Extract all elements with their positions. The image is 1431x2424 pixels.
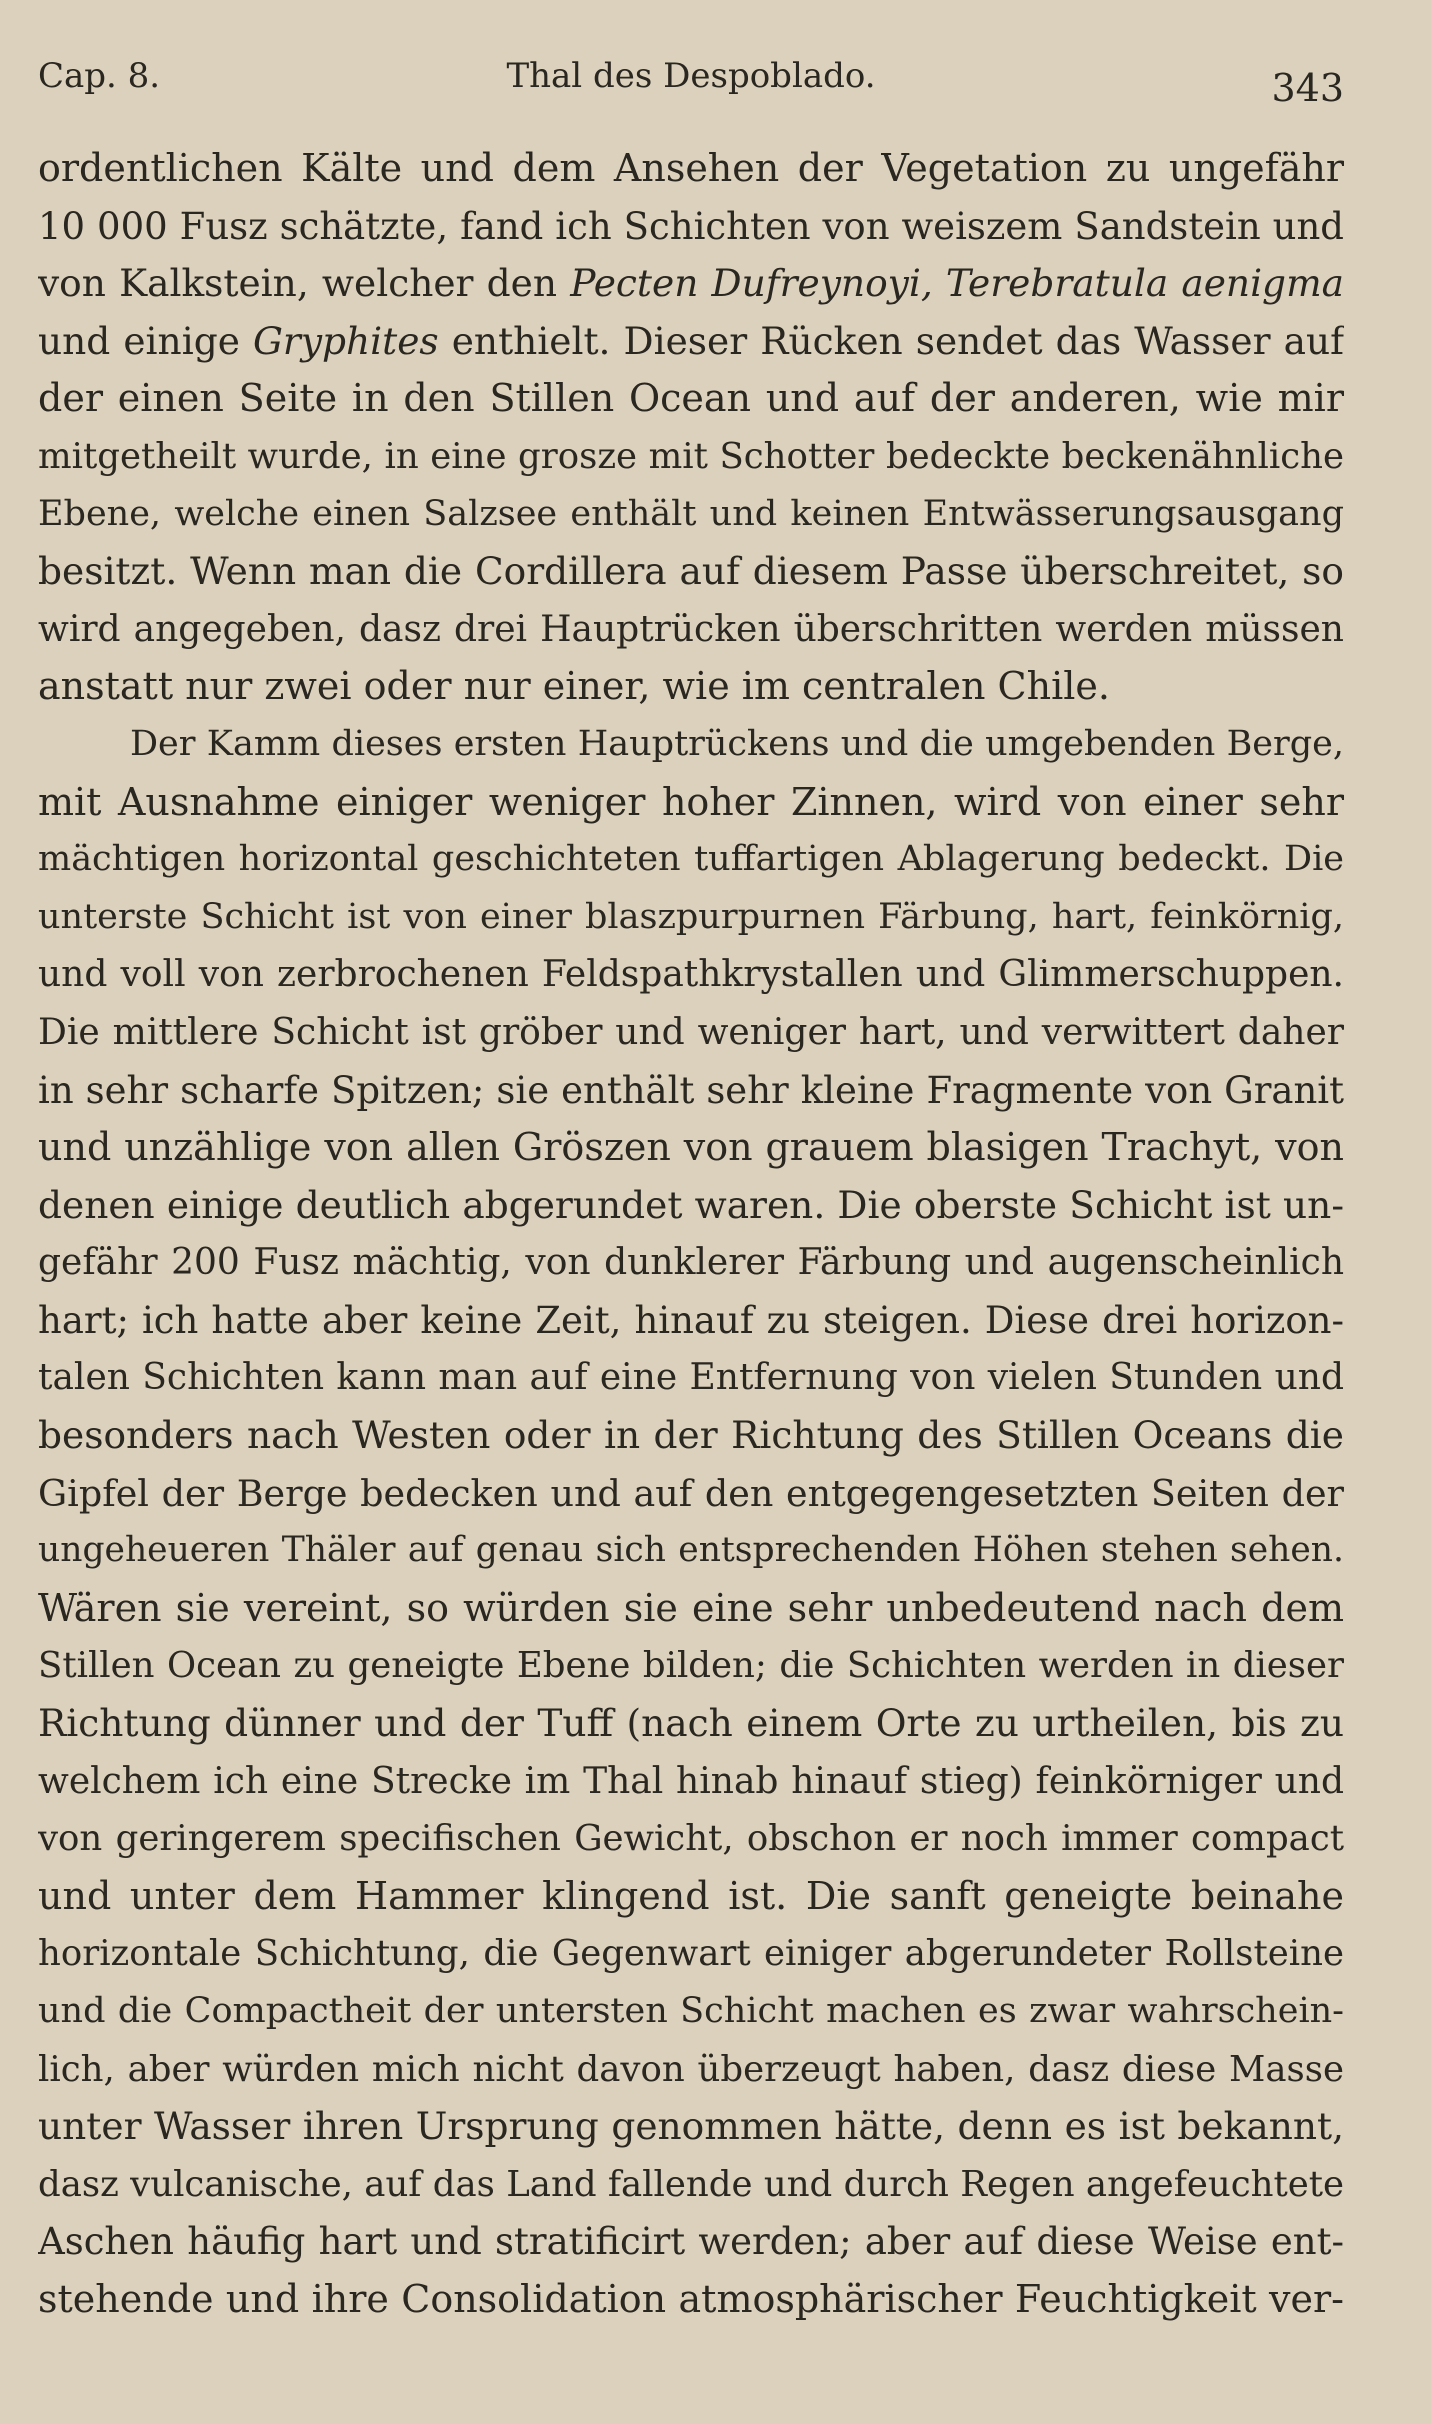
text-span: enthielt. Dieser Rücken sendet das Wasser auf	[438, 318, 1344, 363]
text-line: von geringerem specifischen Gewicht, obschon er noch immer compact	[38, 1818, 1344, 1860]
text-line: Stillen Ocean zu geneigte Ebene bilden; die Schichten werden in dieser	[38, 1645, 1344, 1687]
text-line: und voll von zerbrochenen Feldspathkrystallen und Glimmerschuppen.	[38, 954, 1344, 996]
running-header	[38, 52, 1344, 112]
text-line: unterste Schicht ist von einer blaszpurpurnen Färbung, hart, feinkörnig,	[38, 896, 1344, 937]
text-line: wird angegeben, dasz drei Hauptrücken überschritten werden müssen	[38, 608, 1344, 650]
text-line: der einen Seite in den Stillen Ocean und auf der anderen, wie mir	[38, 376, 1344, 421]
text-line: und unzählige von allen Gröszen von grauem blasigen Trachyt, von	[38, 1125, 1344, 1170]
text-line: dasz vulcanische, auf das Land fallende und durch Regen angefeuchtete	[38, 2163, 1344, 2205]
text-line: talen Schichten kann man auf eine Entfernung von vielen Stunden und	[38, 1357, 1344, 1399]
page-number: 343	[1271, 66, 1344, 110]
text-line: Gipfel der Berge bedecken und auf den entgegengesetzten Seiten der	[38, 1471, 1344, 1515]
text-line: welchem ich eine Strecke im Thal hinab hinauf stieg) feinkörniger und	[38, 1760, 1344, 1802]
text-line: Richtung dünner und der Tuff (nach einem Orte zu urtheilen, bis zu	[38, 1701, 1344, 1746]
text-line: mitgetheilt wurde, in eine grosze mit Schotter bedeckte beckenähnliche	[38, 435, 1344, 477]
text-line: horizontale Schichtung, die Gegenwart einiger abgerundeter Rollsteine	[38, 1933, 1344, 1975]
text-line: besonders nach Westen oder in der Richtung des Stillen Oceans die	[38, 1413, 1344, 1458]
text-line: lich, aber würden mich nicht davon überzeugt haben, dasz diese Masse	[38, 2048, 1344, 2090]
running-title: Thal des Despoblado.	[506, 56, 876, 96]
text-line: besitzt. Wenn man die Cordillera auf diesem Passe überschreitet, so	[38, 549, 1344, 594]
page-body	[38, 140, 1344, 2329]
text-line: mit Ausnahme einiger weniger hoher Zinnen, wird von einer sehr	[38, 779, 1344, 824]
chapter-label: Cap. 8.	[38, 56, 161, 96]
italic-taxon: Gryphites	[252, 318, 439, 363]
text-span: und einige	[38, 318, 253, 363]
text-line: Ebene, welche einen Salzsee enthält und keinen Entwässerungsausgang	[38, 493, 1344, 534]
text-line: 10 000 Fusz schätzte, fand ich Schichten von weiszem Sandstein und	[38, 204, 1344, 248]
text-line: unter Wasser ihren Ursprung genommen hätte, denn es ist bekannt,	[38, 2104, 1344, 2149]
text-line: denen einige deutlich abgerundet waren. Die oberste Schicht ist un-	[38, 1182, 1344, 1227]
text-line: Die mittlere Schicht ist gröber und weniger hart, und verwittert daher	[38, 1011, 1344, 1053]
text-line: ungeheueren Thäler auf genau sich entsprechenden Höhen stehen sehen.	[38, 1530, 1344, 1571]
text-line: hart; ich hatte aber keine Zeit, hinauf zu steigen. Diese drei horizon-	[38, 1298, 1344, 1342]
text-line: in sehr scharfe Spitzen; sie enthält sehr kleine Fragmente von Granit	[38, 1068, 1344, 1112]
paragraph-first-line: Der Kamm dieses ersten Hauptrückens und die umgebenden Berge,	[130, 723, 1344, 764]
text-line: anstatt nur zwei oder nur einer, wie im centralen Chile.	[38, 664, 1110, 709]
text-line	[38, 313, 1344, 371]
italic-taxon: Pecten Dufreynoyi, Terebratula aenigma	[570, 261, 1344, 306]
text-line: Wären sie vereint, so würden sie eine sehr unbedeutend nach dem	[38, 1585, 1344, 1630]
text-line: und unter dem Hammer klingend ist. Die sanft geneigte beinahe	[38, 1873, 1344, 1918]
text-line: stehende und ihre Consolidation atmosphärischer Feuchtigkeit ver-	[38, 2276, 1344, 2321]
text-line: und die Compactheit der untersten Schicht machen es zwar wahrschein-	[38, 1991, 1344, 2031]
text-line: gefähr 200 Fusz mächtig, von dunklerer Färbung und augenscheinlich	[38, 1242, 1344, 1284]
text-line: ordentlichen Kälte und dem Ansehen der Vegetation zu ungefähr	[38, 146, 1344, 190]
text-line: Aschen häufig hart und stratificirt werden; aber auf diese Weise ent-	[38, 2220, 1344, 2264]
text-line	[38, 255, 1344, 313]
text-span: von Kalkstein, welcher den	[38, 261, 571, 306]
text-line: mächtigen horizontal geschichteten tuffartigen Ablagerung bedeckt. Die	[38, 839, 1344, 880]
